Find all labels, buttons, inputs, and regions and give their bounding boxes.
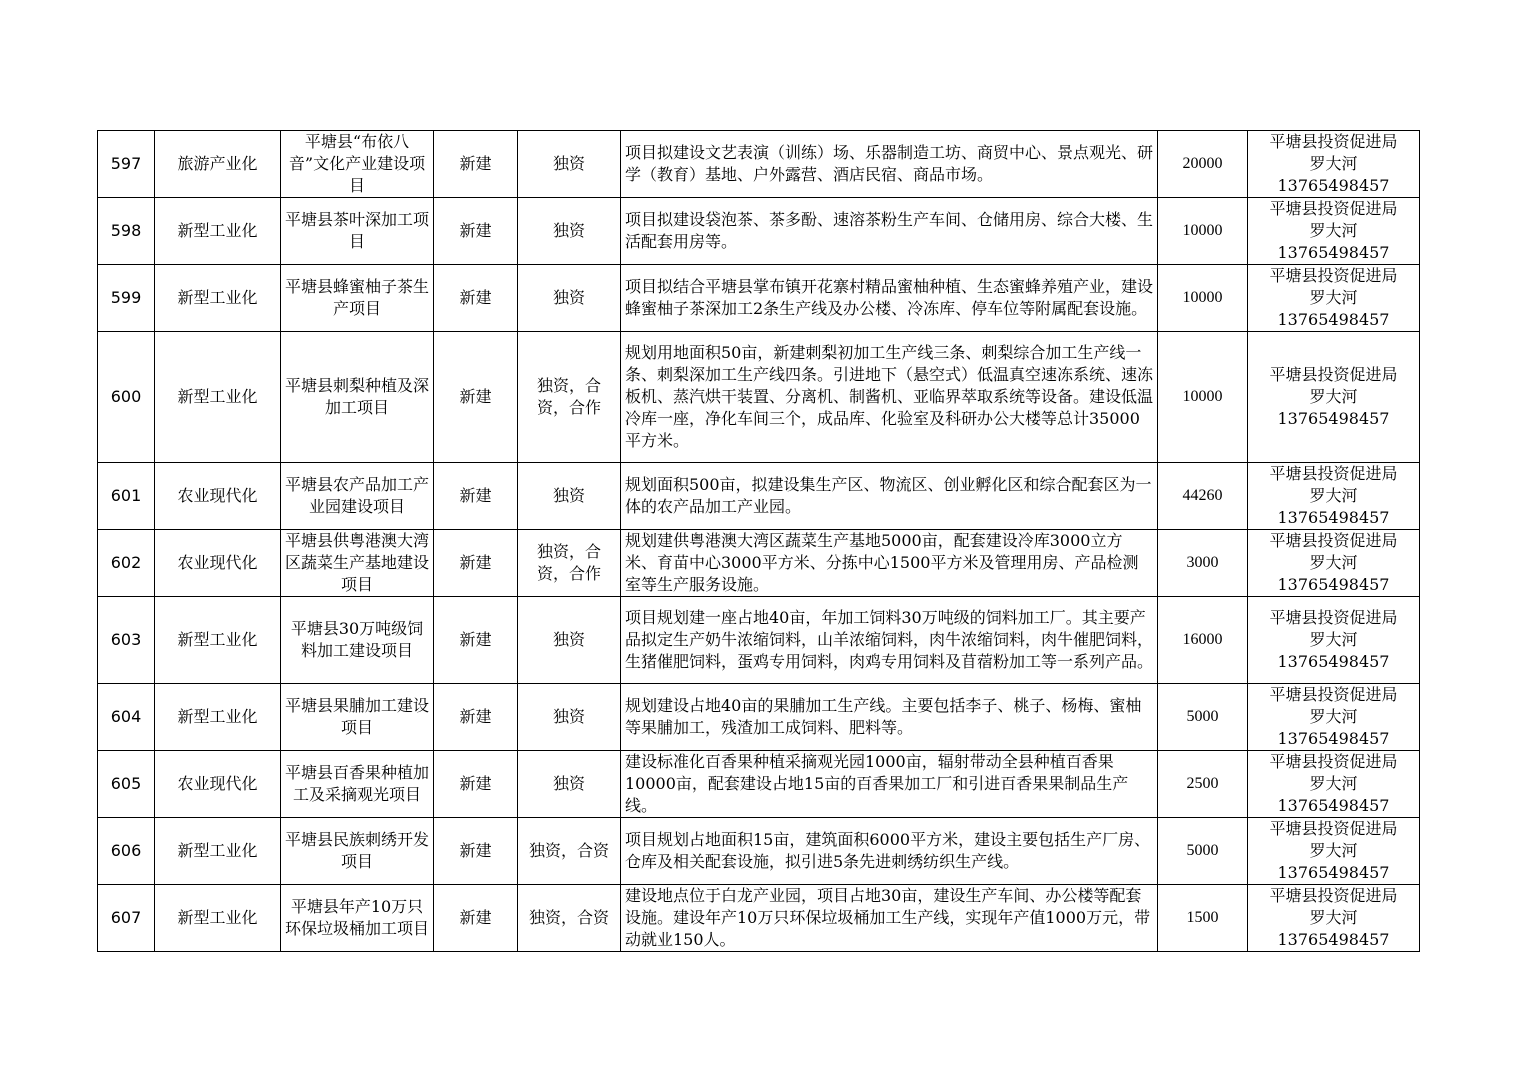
project-table — [97, 130, 1420, 952]
project-name-cell: 平塘县年产10万只环保垃圾桶加工项目 — [281, 885, 434, 952]
contact-org: 平塘县投资促进局 — [1269, 819, 1398, 838]
contact-phone: 13765498457 — [1277, 310, 1390, 329]
project-name-cell: 平塘县“布依八音”文化产业建设项目 — [281, 131, 434, 198]
contact-org: 平塘县投资促进局 — [1269, 608, 1398, 627]
construction-type-cell: 新建 — [434, 530, 518, 597]
category-cell: 新型工业化 — [155, 265, 281, 332]
project-name-cell: 平塘县茶叶深加工项目 — [281, 198, 434, 265]
contact-phone: 13765498457 — [1277, 243, 1390, 262]
contact-cell — [1248, 597, 1420, 684]
project-description-cell: 建设地点位于白龙产业园，项目占地30亩，建设生产车间、办公楼等配套设施。建设年产10万只环保垃圾桶加工生产线，实现年产值1000万元，带动就业150人。 — [621, 885, 1158, 952]
contact-person: 罗大河 — [1309, 630, 1358, 649]
table-row — [98, 463, 1420, 530]
table-row — [98, 530, 1420, 597]
construction-type-cell: 新建 — [434, 265, 518, 332]
investment-amount-cell: 5000 — [1158, 818, 1248, 885]
investment-amount-cell: 10000 — [1158, 332, 1248, 463]
contact-phone: 13765498457 — [1277, 652, 1390, 671]
category-cell: 新型工业化 — [155, 597, 281, 684]
construction-type-cell: 新建 — [434, 198, 518, 265]
construction-type-cell: 新建 — [434, 885, 518, 952]
contact-org: 平塘县投资促进局 — [1269, 685, 1398, 704]
category-cell: 农业现代化 — [155, 751, 281, 818]
project-description-cell: 项目拟建设文艺表演（训练）场、乐器制造工坊、商贸中心、景点观光、研学（教育）基地、户外露营、酒店民宿、商品市场。 — [621, 131, 1158, 198]
table-row — [98, 265, 1420, 332]
category-cell: 旅游产业化 — [155, 131, 281, 198]
contact-org: 平塘县投资促进局 — [1269, 531, 1398, 550]
category-cell: 农业现代化 — [155, 530, 281, 597]
contact-person: 罗大河 — [1309, 387, 1358, 406]
investment-amount-cell: 2500 — [1158, 751, 1248, 818]
contact-person: 罗大河 — [1309, 221, 1358, 240]
row-number: 605 — [98, 751, 155, 818]
construction-type-cell: 新建 — [434, 684, 518, 751]
contact-person: 罗大河 — [1309, 288, 1358, 307]
construction-type-cell: 新建 — [434, 131, 518, 198]
category-cell: 农业现代化 — [155, 463, 281, 530]
category-cell: 新型工业化 — [155, 332, 281, 463]
contact-org: 平塘县投资促进局 — [1269, 752, 1398, 771]
category-cell: 新型工业化 — [155, 198, 281, 265]
table-row — [98, 332, 1420, 463]
category-cell: 新型工业化 — [155, 818, 281, 885]
contact-cell — [1248, 885, 1420, 952]
project-name-cell: 平塘县刺梨种植及深加工项目 — [281, 332, 434, 463]
project-description-cell: 项目拟建设袋泡茶、茶多酚、速溶茶粉生产车间、仓储用房、综合大楼、生活配套用房等。 — [621, 198, 1158, 265]
category-cell: 新型工业化 — [155, 684, 281, 751]
contact-person: 罗大河 — [1309, 553, 1358, 572]
table-row — [98, 818, 1420, 885]
investment-amount-cell: 10000 — [1158, 198, 1248, 265]
construction-type-cell: 新建 — [434, 751, 518, 818]
project-name-cell: 平塘县30万吨级饲料加工建设项目 — [281, 597, 434, 684]
contact-org: 平塘县投资促进局 — [1269, 464, 1398, 483]
cooperation-mode-cell: 独资，合资，合作 — [518, 530, 621, 597]
contact-org: 平塘县投资促进局 — [1269, 266, 1398, 285]
project-description-cell: 项目规划占地面积15亩，建筑面积6000平方米，建设主要包括生产厂房、仓库及相关配套设施，拟引进5条先进刺绣纺织生产线。 — [621, 818, 1158, 885]
contact-cell — [1248, 530, 1420, 597]
contact-cell — [1248, 818, 1420, 885]
row-number: 604 — [98, 684, 155, 751]
cooperation-mode-cell: 独资 — [518, 265, 621, 332]
contact-cell — [1248, 131, 1420, 198]
project-name-cell: 平塘县百香果种植加工及采摘观光项目 — [281, 751, 434, 818]
cooperation-mode-cell: 独资 — [518, 131, 621, 198]
contact-person: 罗大河 — [1309, 908, 1358, 927]
contact-phone: 13765498457 — [1277, 176, 1390, 195]
row-number: 600 — [98, 332, 155, 463]
project-description-cell: 规划建设占地40亩的果脯加工生产线。主要包括李子、桃子、杨梅、蜜柚等果脯加工，残渣加工成饲料、肥料等。 — [621, 684, 1158, 751]
contact-org: 平塘县投资促进局 — [1269, 886, 1398, 905]
investment-amount-cell: 3000 — [1158, 530, 1248, 597]
category-cell: 新型工业化 — [155, 885, 281, 952]
contact-phone: 13765498457 — [1277, 508, 1390, 527]
project-description-cell: 规划建供粤港澳大湾区蔬菜生产基地5000亩，配套建设冷库3000立方米、育苗中心3000平方米、分拣中心1500平方米及管理用房、产品检测室等生产服务设施。 — [621, 530, 1158, 597]
investment-amount-cell: 5000 — [1158, 684, 1248, 751]
contact-cell — [1248, 751, 1420, 818]
investment-amount-cell: 16000 — [1158, 597, 1248, 684]
cooperation-mode-cell: 独资 — [518, 684, 621, 751]
project-name-cell: 平塘县蜂蜜柚子茶生产项目 — [281, 265, 434, 332]
contact-phone: 13765498457 — [1277, 409, 1390, 428]
table-row — [98, 885, 1420, 952]
contact-person: 罗大河 — [1309, 841, 1358, 860]
contact-org: 平塘县投资促进局 — [1269, 199, 1398, 218]
contact-phone: 13765498457 — [1277, 863, 1390, 882]
cooperation-mode-cell: 独资，合资，合作 — [518, 332, 621, 463]
project-description-cell: 项目拟结合平塘县掌布镇开花寨村精品蜜柚种植、生态蜜蜂养殖产业，建设蜂蜜柚子茶深加工2条生产线及办公楼、冷冻库、停车位等附属配套设施。 — [621, 265, 1158, 332]
cooperation-mode-cell: 独资 — [518, 463, 621, 530]
cooperation-mode-cell: 独资 — [518, 198, 621, 265]
row-number: 598 — [98, 198, 155, 265]
investment-amount-cell: 20000 — [1158, 131, 1248, 198]
contact-person: 罗大河 — [1309, 707, 1358, 726]
project-description-cell: 规划面积500亩，拟建设集生产区、物流区、创业孵化区和综合配套区为一体的农产品加工产业园。 — [621, 463, 1158, 530]
table-body — [98, 131, 1420, 952]
contact-person: 罗大河 — [1309, 774, 1358, 793]
investment-amount-cell: 10000 — [1158, 265, 1248, 332]
contact-cell — [1248, 265, 1420, 332]
row-number: 607 — [98, 885, 155, 952]
project-description-cell: 建设标准化百香果种植采摘观光园1000亩，辐射带动全县种植百香果10000亩，配套建设占地15亩的百香果加工厂和引进百香果果制品生产线。 — [621, 751, 1158, 818]
project-name-cell: 平塘县果脯加工建设项目 — [281, 684, 434, 751]
construction-type-cell: 新建 — [434, 597, 518, 684]
contact-cell — [1248, 332, 1420, 463]
contact-person: 罗大河 — [1309, 486, 1358, 505]
cooperation-mode-cell: 独资 — [518, 751, 621, 818]
contact-org: 平塘县投资促进局 — [1269, 365, 1398, 384]
construction-type-cell: 新建 — [434, 332, 518, 463]
contact-phone: 13765498457 — [1277, 930, 1390, 949]
contact-phone: 13765498457 — [1277, 575, 1390, 594]
table-row — [98, 198, 1420, 265]
contact-phone: 13765498457 — [1277, 796, 1390, 815]
contact-org: 平塘县投资促进局 — [1269, 132, 1398, 151]
project-name-cell: 平塘县农产品加工产业园建设项目 — [281, 463, 434, 530]
cooperation-mode-cell: 独资，合资 — [518, 818, 621, 885]
project-description-cell: 规划用地面积50亩，新建刺梨初加工生产线三条、刺梨综合加工生产线一条、刺梨深加工生产线四条。引进地下（悬空式）低温真空速冻系统、速冻板机、蒸汽烘干装置、分离机、制酱机、亚临界萃取系统等设备。建设低温冷库一座，净化车间三个，成品库、化验室及科研办公大楼等总计35000平方米。 — [621, 332, 1158, 463]
table-row — [98, 131, 1420, 198]
row-number: 603 — [98, 597, 155, 684]
construction-type-cell: 新建 — [434, 463, 518, 530]
row-number: 599 — [98, 265, 155, 332]
table-row — [98, 751, 1420, 818]
contact-cell — [1248, 463, 1420, 530]
contact-phone: 13765498457 — [1277, 729, 1390, 748]
construction-type-cell: 新建 — [434, 818, 518, 885]
row-number: 602 — [98, 530, 155, 597]
row-number: 601 — [98, 463, 155, 530]
cooperation-mode-cell: 独资 — [518, 597, 621, 684]
investment-amount-cell: 44260 — [1158, 463, 1248, 530]
contact-person: 罗大河 — [1309, 154, 1358, 173]
project-name-cell: 平塘县供粤港澳大湾区蔬菜生产基地建设项目 — [281, 530, 434, 597]
row-number: 597 — [98, 131, 155, 198]
cooperation-mode-cell: 独资，合资 — [518, 885, 621, 952]
investment-amount-cell: 1500 — [1158, 885, 1248, 952]
row-number: 606 — [98, 818, 155, 885]
project-description-cell: 项目规划建一座占地40亩，年加工饲料30万吨级的饲料加工厂。其主要产品拟定生产奶牛浓缩饲料，山羊浓缩饲料，肉牛浓缩饲料，肉牛催肥饲料，生猪催肥饲料，蛋鸡专用饲料，肉鸡专用饲料及苜蓿粉加工等一系列产品。 — [621, 597, 1158, 684]
project-name-cell: 平塘县民族刺绣开发项目 — [281, 818, 434, 885]
table-row — [98, 597, 1420, 684]
contact-cell — [1248, 684, 1420, 751]
contact-cell — [1248, 198, 1420, 265]
table-row — [98, 684, 1420, 751]
